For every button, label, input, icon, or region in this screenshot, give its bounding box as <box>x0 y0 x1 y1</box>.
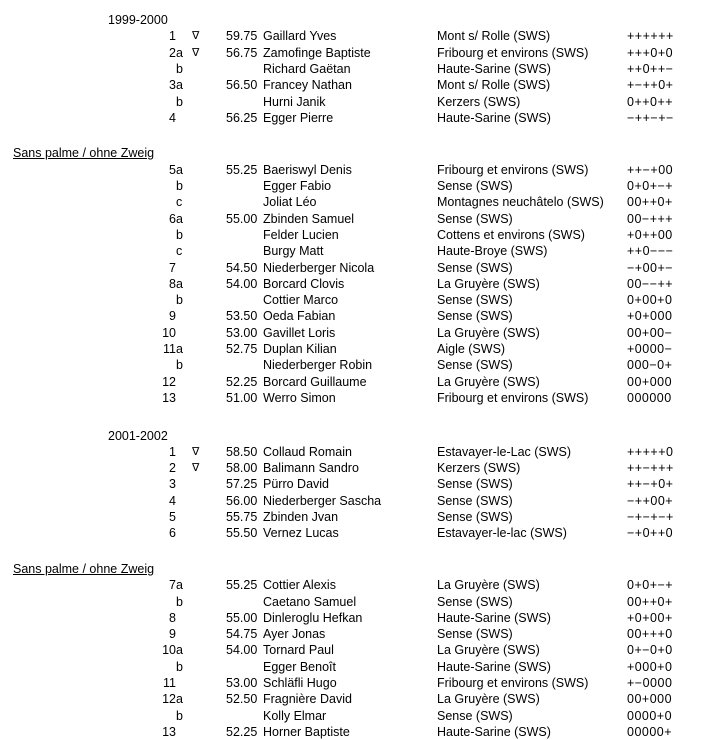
club-name: Sense (SWS) <box>437 211 513 226</box>
club-name: Haute-Sarine (SWS) <box>437 610 551 625</box>
score: 55.75 <box>226 510 258 524</box>
rank-number: 5 <box>169 510 176 524</box>
rank-number: 4 <box>169 110 176 125</box>
result-row <box>0 341 710 357</box>
palm-mark: ∇ <box>192 46 200 59</box>
score: 56.25 <box>226 110 258 125</box>
result-code: 0++0++ <box>627 94 674 109</box>
club-name: Kerzers (SWS) <box>437 461 521 476</box>
result-row <box>0 610 710 626</box>
result-code: 00+++0 <box>627 627 673 642</box>
rank-suffix: a <box>176 45 183 60</box>
result-row <box>0 243 710 259</box>
rank-number: 12 <box>162 374 176 389</box>
competitor-name: Dinleroglu Hefkan <box>263 610 363 625</box>
rank-number: 2 <box>169 45 176 60</box>
competitor-name: Egger Pierre <box>263 110 334 125</box>
score: 54.00 <box>226 643 258 658</box>
competitor-name: Zbinden Jvan <box>263 510 339 524</box>
result-row <box>0 594 710 610</box>
rank-number: 13 <box>162 390 176 405</box>
result-row <box>0 724 710 740</box>
competitor-name: Horner Baptiste <box>263 724 350 739</box>
palm-mark: ∇ <box>192 462 200 475</box>
competitor-name: Pürro David <box>263 477 329 492</box>
result-code: 00+000 <box>627 374 673 389</box>
result-row <box>0 227 710 243</box>
rank-number: 2 <box>169 461 176 476</box>
rank-suffix: c <box>176 195 183 210</box>
result-code: +++0+0 <box>627 45 674 60</box>
rank-number: 4 <box>169 493 176 508</box>
competitor-name: Hurni Janik <box>263 94 326 109</box>
result-row <box>0 260 710 276</box>
result-code: 0+0+−+ <box>627 179 674 193</box>
result-code: 00++0+ <box>627 195 673 210</box>
competitor-name: Zamofinge Baptiste <box>263 45 371 60</box>
score: 58.50 <box>226 444 258 459</box>
club-name: Haute-Sarine (SWS) <box>437 659 551 674</box>
score: 52.25 <box>226 724 258 739</box>
club-name: Fribourg et environs (SWS) <box>437 45 589 60</box>
result-code: +0++00 <box>627 227 673 242</box>
result-row <box>0 444 710 460</box>
competitor-name: Borcard Guillaume <box>263 374 367 389</box>
result-row <box>0 577 710 593</box>
competitor-name: Werro Simon <box>263 390 336 405</box>
result-code: 00−−++ <box>627 276 674 291</box>
result-row <box>0 77 710 93</box>
score: 59.75 <box>226 29 258 44</box>
rank-suffix: a <box>176 211 183 226</box>
result-code: −+00+− <box>627 260 674 275</box>
club-name: Sense (SWS) <box>437 293 513 308</box>
club-name: Sense (SWS) <box>437 594 513 609</box>
score: 56.50 <box>226 78 258 93</box>
rank-number: 6 <box>169 526 176 541</box>
competitor-name: Caetano Samuel <box>263 594 357 609</box>
score: 57.25 <box>226 477 258 492</box>
rank-number: 10 <box>162 325 176 340</box>
result-row <box>0 509 710 525</box>
rank-suffix: a <box>176 276 183 291</box>
result-row <box>0 691 710 707</box>
rank-number: 13 <box>162 724 176 739</box>
result-code: +++++0 <box>627 444 674 459</box>
club-name: Fribourg et environs (SWS) <box>437 676 589 690</box>
rank-suffix: b <box>176 94 183 109</box>
rank-number: 5 <box>169 162 176 177</box>
result-row <box>0 626 710 642</box>
result-row <box>0 162 710 178</box>
result-row <box>0 292 710 308</box>
club-name: Haute-Sarine (SWS) <box>437 110 551 125</box>
club-name: Estavayer-le-Lac (SWS) <box>437 444 572 459</box>
competitor-name: Duplan Kilian <box>263 342 337 356</box>
result-code: +−++0+ <box>627 78 674 93</box>
club-name: Haute-Sarine (SWS) <box>437 61 551 76</box>
no-palm-subheading: Sans palme / ohne Zweig <box>13 561 155 576</box>
club-name: Sense (SWS) <box>437 358 513 373</box>
result-code: −++−+− <box>627 110 674 125</box>
result-row <box>0 659 710 675</box>
result-row <box>0 194 710 210</box>
competitor-name: Francey Nathan <box>263 78 352 93</box>
competitor-name: Niederberger Robin <box>263 358 373 373</box>
rank-number: 11 <box>163 342 176 356</box>
rank-suffix: a <box>176 692 183 707</box>
competitor-name: Burgy Matt <box>263 244 324 259</box>
score: 52.25 <box>226 374 258 389</box>
rank-number: 3 <box>169 78 176 93</box>
rank-number: 6 <box>169 211 176 226</box>
rank-suffix: c <box>176 244 183 259</box>
rank-suffix: b <box>176 708 183 723</box>
club-name: Mont s/ Rolle (SWS) <box>437 29 551 44</box>
result-code: −++00+ <box>627 493 674 508</box>
rank-suffix: a <box>176 578 183 593</box>
result-row <box>0 493 710 509</box>
score: 56.00 <box>226 493 258 508</box>
rank-suffix: b <box>176 358 183 373</box>
result-code: +000+0 <box>627 659 673 674</box>
club-name: Sense (SWS) <box>437 179 513 193</box>
score: 55.25 <box>226 578 258 593</box>
age-group-heading: 2001-2002 <box>108 428 168 443</box>
result-code: +0+00+ <box>627 610 673 625</box>
competitor-name: Ayer Jonas <box>263 627 326 642</box>
club-name: Sense (SWS) <box>437 708 513 723</box>
club-name: Aigle (SWS) <box>437 342 506 356</box>
rank-number: 9 <box>169 627 176 642</box>
rank-suffix: b <box>176 293 183 308</box>
rank-number: 7 <box>169 578 176 593</box>
result-code: 00−+++ <box>627 211 674 226</box>
competitor-name: Egger Fabio <box>263 179 332 193</box>
club-name: Estavayer-le-lac (SWS) <box>437 526 567 541</box>
result-code: 000−0+ <box>627 358 673 373</box>
competitor-name: Niederberger Nicola <box>263 260 375 275</box>
score: 51.00 <box>226 390 258 405</box>
club-name: Fribourg et environs (SWS) <box>437 162 589 177</box>
result-code: +0+000 <box>627 309 673 324</box>
result-code: +0000− <box>627 342 673 356</box>
result-code: ++0−−− <box>627 244 674 259</box>
result-code: ++−+00 <box>627 162 674 177</box>
club-name: Mont s/ Rolle (SWS) <box>437 78 551 93</box>
rank-number: 12 <box>162 692 176 707</box>
club-name: La Gruyère (SWS) <box>437 692 540 707</box>
competitor-name: Gavillet Loris <box>263 325 336 340</box>
result-row <box>0 61 710 77</box>
palm-mark: ∇ <box>192 445 200 458</box>
result-code: ++++++ <box>627 29 674 44</box>
result-row <box>0 675 710 691</box>
rank-number: 7 <box>169 260 176 275</box>
result-row <box>0 374 710 390</box>
competitor-name: Schläfli Hugo <box>263 676 337 690</box>
result-code: ++−+++ <box>627 461 674 476</box>
club-name: La Gruyère (SWS) <box>437 276 540 291</box>
result-row <box>0 308 710 324</box>
rank-suffix: a <box>176 342 183 356</box>
score: 52.50 <box>226 692 258 707</box>
result-code: 00+000 <box>627 692 673 707</box>
club-name: La Gruyère (SWS) <box>437 374 540 389</box>
club-name: Sense (SWS) <box>437 627 513 642</box>
result-row <box>0 460 710 476</box>
competitor-name: Joliat Léo <box>263 195 317 210</box>
result-code: +−0000 <box>627 676 673 690</box>
result-row <box>0 110 710 126</box>
score: 53.50 <box>226 309 258 324</box>
club-name: Kerzers (SWS) <box>437 94 521 109</box>
result-row <box>0 211 710 227</box>
competitor-name: Tornard Paul <box>263 643 334 658</box>
result-row <box>0 325 710 341</box>
rank-suffix: b <box>176 179 183 193</box>
competitor-name: Richard Gaëtan <box>263 61 351 76</box>
competitor-name: Cottier Alexis <box>263 578 336 593</box>
no-palm-subheading: Sans palme / ohne Zweig <box>13 146 155 161</box>
club-name: Haute-Broye (SWS) <box>437 244 548 259</box>
competitor-name: Balimann Sandro <box>263 461 359 476</box>
result-code: 00000+ <box>627 724 673 739</box>
club-name: Fribourg et environs (SWS) <box>437 390 589 405</box>
rank-number: 11 <box>163 676 176 690</box>
score: 58.00 <box>226 461 258 476</box>
rank-suffix: b <box>176 594 183 609</box>
rank-number: 1 <box>169 29 176 44</box>
result-row <box>0 94 710 110</box>
score: 55.50 <box>226 526 258 541</box>
result-code: −+−+−+ <box>627 510 674 524</box>
competitor-name: Fragnière David <box>263 692 352 707</box>
result-code: 0+−0+0 <box>627 643 673 658</box>
rank-suffix: b <box>176 227 183 242</box>
competitor-name: Cottier Marco <box>263 293 339 308</box>
club-name: Sense (SWS) <box>437 260 513 275</box>
competitor-name: Kolly Elmar <box>263 708 327 723</box>
club-name: La Gruyère (SWS) <box>437 643 540 658</box>
result-row <box>0 276 710 292</box>
club-name: La Gruyère (SWS) <box>437 578 540 593</box>
competitor-name: Gaillard Yves <box>263 29 337 44</box>
score: 55.25 <box>226 162 258 177</box>
score: 54.50 <box>226 260 258 275</box>
rank-number: 9 <box>169 309 176 324</box>
result-code: 00+00− <box>627 325 673 340</box>
club-name: La Gruyère (SWS) <box>437 325 540 340</box>
result-row <box>0 178 710 194</box>
result-row <box>0 28 710 44</box>
rank-number: 8 <box>169 610 176 625</box>
club-name: Sense (SWS) <box>437 477 513 492</box>
competitor-name: Vernez Lucas <box>263 526 339 541</box>
score: 55.00 <box>226 610 258 625</box>
club-name: Haute-Sarine (SWS) <box>437 724 551 739</box>
result-row <box>0 476 710 492</box>
result-code: 00++0+ <box>627 594 673 609</box>
competitor-name: Borcard Clovis <box>263 276 345 291</box>
club-name: Sense (SWS) <box>437 493 513 508</box>
score: 53.00 <box>226 676 258 690</box>
competitor-name: Baeriswyl Denis <box>263 162 352 177</box>
rank-suffix: b <box>176 659 183 674</box>
result-row <box>0 45 710 61</box>
rank-suffix: a <box>176 78 183 93</box>
club-name: Montagnes neuchâtelo (SWS) <box>437 195 604 210</box>
rank-suffix: a <box>176 162 183 177</box>
competitor-name: Collaud Romain <box>263 444 352 459</box>
club-name: Sense (SWS) <box>437 309 513 324</box>
rank-number: 1 <box>169 444 176 459</box>
competitor-name: Niederberger Sascha <box>263 493 382 508</box>
age-group-heading: 1999-2000 <box>108 13 168 27</box>
result-code: 0+0+−+ <box>627 578 674 593</box>
score: 54.00 <box>226 276 258 291</box>
result-row <box>0 390 710 406</box>
club-name: Cottens et environs (SWS) <box>437 227 585 242</box>
competitor-name: Felder Lucien <box>263 227 339 242</box>
competitor-name: Egger Benoît <box>263 659 336 674</box>
rank-number: 10 <box>162 643 176 658</box>
score: 55.00 <box>226 211 258 226</box>
result-code: 0+00+0 <box>627 293 673 308</box>
rank-number: 8 <box>169 276 176 291</box>
score: 52.75 <box>226 342 258 356</box>
competitor-name: Oeda Fabian <box>263 309 336 324</box>
rank-suffix: a <box>176 643 183 658</box>
club-name: Sense (SWS) <box>437 510 513 524</box>
result-code: 0000+0 <box>627 708 673 723</box>
result-code: ++0++− <box>627 61 674 76</box>
result-code: −+0++0 <box>627 526 674 541</box>
result-row <box>0 357 710 373</box>
rank-number: 3 <box>169 477 176 492</box>
rank-suffix: b <box>176 61 183 76</box>
palm-mark: ∇ <box>192 30 200 43</box>
result-row <box>0 525 710 541</box>
competitor-name: Zbinden Samuel <box>263 211 355 226</box>
result-row <box>0 708 710 724</box>
score: 53.00 <box>226 325 258 340</box>
result-code: ++−+0+ <box>627 477 674 492</box>
result-row <box>0 642 710 658</box>
score: 56.75 <box>226 45 258 60</box>
score: 54.75 <box>226 627 258 642</box>
result-code: 000000 <box>627 390 672 405</box>
